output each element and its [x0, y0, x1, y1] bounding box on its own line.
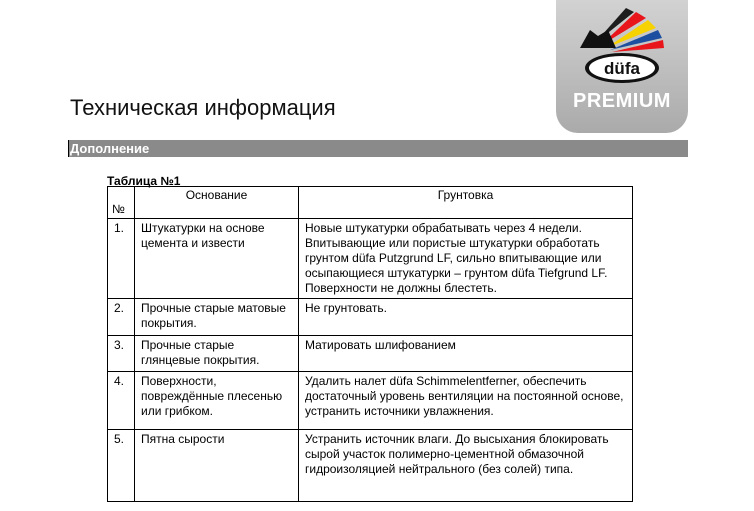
premium-label: PREMIUM — [573, 90, 671, 112]
table-row — [108, 372, 633, 430]
row-primer: Новые штукатурки обрабатывать через 4 недели. Впитывающие или пористые штукатурки обработать грунтом düfa Putzgrund LF, сильно впитывающие или осыпающиеся штукатурки – грунтом düfa Tiefgrund LF. Поверхности не должны блестеть. — [299, 219, 633, 299]
column-header-base: Основание — [135, 187, 299, 219]
table-header-row — [108, 187, 633, 219]
row-number: 2. — [108, 299, 135, 336]
row-primer: Удалить налет düfa Schimmelentferner, обеспечить достаточный уровень вентиляции на постоянной основе, устранить источники увлажнения. — [299, 372, 633, 430]
row-number: 5. — [108, 430, 135, 502]
row-base: Прочные старые матовые покрытия. — [135, 299, 299, 336]
row-base: Прочные старые глянцевые покрытия. — [135, 336, 299, 372]
row-primer: Матировать шлифованием — [299, 336, 633, 372]
dufa-logo-icon — [556, 0, 688, 90]
primer-table — [107, 186, 633, 502]
column-header-number: № — [108, 187, 135, 219]
row-primer: Устранить источник влаги. До высыхания блокировать сырой участок полимерно-цементной обмазочной гидроизоляцией нейтрального (без солей) типа. — [299, 430, 633, 502]
table-caption: Таблица №1 — [107, 174, 181, 188]
table-row — [108, 299, 633, 336]
row-number: 3. — [108, 336, 135, 372]
row-base: Штукатурки на основе цемента и извести — [135, 219, 299, 299]
row-base: Пятна сырости — [135, 430, 299, 502]
section-heading: Дополнение — [70, 141, 150, 156]
column-header-primer: Грунтовка — [299, 187, 633, 219]
section-bar — [68, 140, 688, 157]
row-number: 1. — [108, 219, 135, 299]
logo-brand-text: düfa — [604, 59, 640, 78]
table-row — [108, 219, 633, 299]
row-number: 4. — [108, 372, 135, 430]
page-title: Техническая информация — [70, 95, 336, 120]
table-row — [108, 336, 633, 372]
table-row — [108, 430, 633, 502]
row-primer: Не грунтовать. — [299, 299, 633, 336]
section-bar-marker — [68, 140, 69, 157]
row-base: Поверхности, повреждённые плесенью или грибком. — [135, 372, 299, 430]
dufa-premium-logo — [556, 0, 688, 133]
